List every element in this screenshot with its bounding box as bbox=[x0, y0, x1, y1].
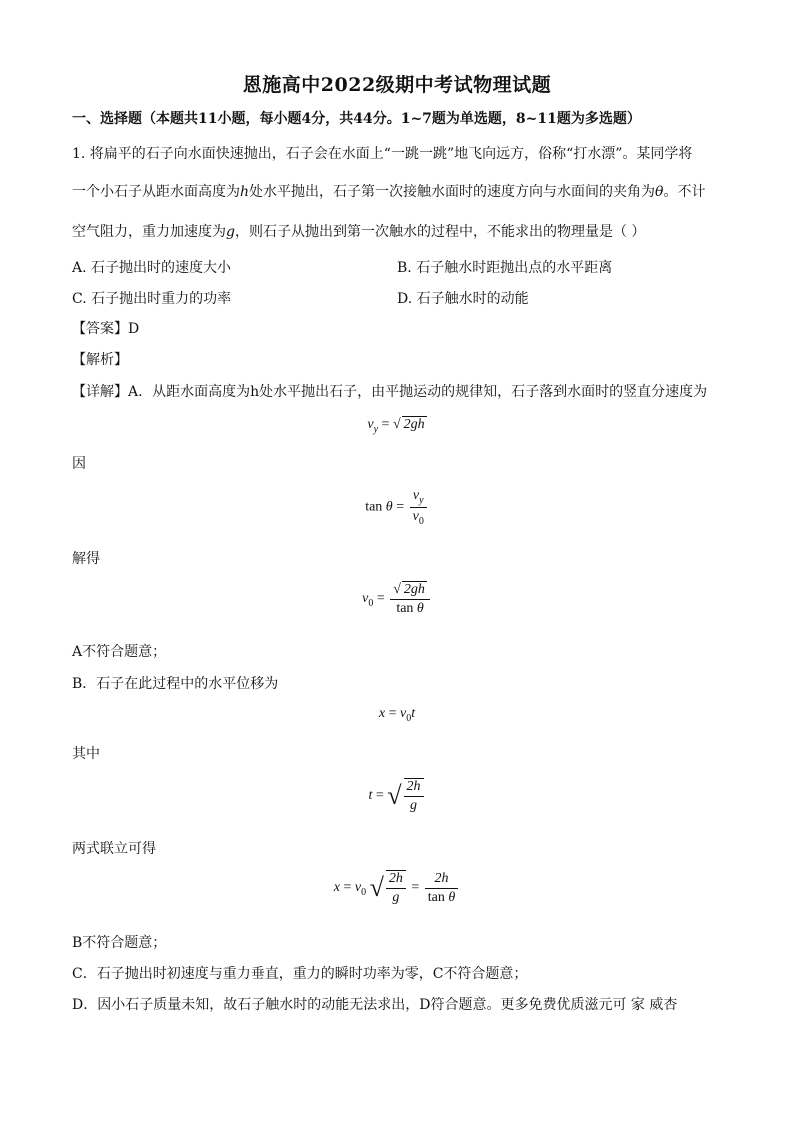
detail-intro: 【详解】A．从距水面高度为h处水平抛出石子，由平抛运动的规律知，石子落到水面时的竖直分速度为 bbox=[72, 384, 708, 400]
section-heading: 一、选择题（本题共11小题，每小题4分，共44分。1~7题为单选题，8~11题为多选题） bbox=[72, 111, 641, 127]
equation-vy: $v_y$ = √ 2gh bbox=[367, 417, 425, 435]
option-b: B. 石子触水时距抛出点的水平距离 bbox=[397, 260, 613, 276]
word-yin: 因 bbox=[72, 456, 86, 472]
page-title: 恩施高中2022级期中考试物理试题 bbox=[242, 74, 552, 96]
option-a: A. 石子抛出时的速度大小 bbox=[72, 260, 232, 276]
b-intro: B．石子在此过程中的水平位移为 bbox=[72, 676, 279, 692]
var-h: h bbox=[240, 184, 250, 200]
var-theta: θ bbox=[655, 184, 664, 200]
word-qizhong: 其中 bbox=[72, 746, 100, 762]
equation-x: $x = v_0t$ bbox=[378, 706, 416, 724]
a-conclusion: A不符合题意； bbox=[72, 644, 167, 660]
d-line: D．因小石子质量未知，故石子触水时的动能无法求出，D符合题意。更多免费优质滋元可 家 威杏 bbox=[72, 997, 678, 1013]
question-line-1: 1. 将扁平的石子向水面快速抛出，石子会在水面上“一跳一跳”地飞向远方，俗称“打水漂”。某同学将 bbox=[72, 146, 693, 162]
analysis-label: 【解析】 bbox=[72, 352, 128, 368]
equation-x-combined: $x = v_0$ √ $\frac{2h}{g}$ = $\frac{2h}{\text{tan θ}}$ bbox=[0, 870, 794, 906]
var-g: g bbox=[226, 224, 235, 240]
option-c: C. 石子抛出时重力的功率 bbox=[72, 291, 232, 307]
question-line-3: 空气阻力，重力加速度为g，则石子从抛出到第一次触水的过程中，不能求出的物理量是（ ） bbox=[72, 224, 646, 240]
equation-t: t = √ $\frac{2h}{g}$ bbox=[0, 778, 794, 814]
question-line-2: 一个小石子从距水面高度为h处水平抛出，石子第一次接触水面时的速度方向与水面间的夹角为θ。不计 bbox=[72, 184, 706, 200]
word-jiede: 解得 bbox=[72, 551, 100, 567]
equation-tan: tan θ = $\frac{v_y}{v_0}$ bbox=[0, 488, 794, 527]
option-d: D. 石子触水时的动能 bbox=[397, 291, 529, 307]
b-conclusion: B不符合题意； bbox=[72, 935, 167, 951]
equation-v0: $v_0$ = $\frac{√ 2gh}{\text{tan θ}}$ bbox=[0, 581, 794, 617]
answer-line: 【答案】D bbox=[72, 321, 140, 337]
word-lianli: 两式联立可得 bbox=[72, 841, 156, 857]
c-line: C．石子抛出时初速度与重力垂直，重力的瞬时功率为零，C不符合题意； bbox=[72, 966, 528, 982]
